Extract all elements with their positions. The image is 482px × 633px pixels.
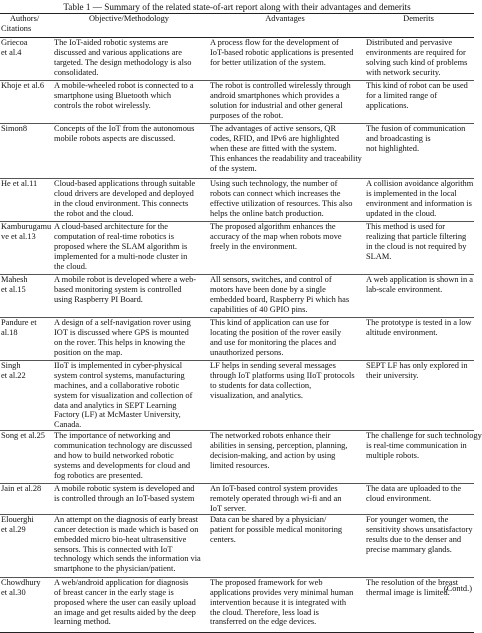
cell-line: solution for industrial and other general — [210, 100, 343, 110]
cell-line: Khoje et al.6 — [1, 81, 45, 90]
cell-demerits — [363, 38, 474, 81]
cell-line: IoT server. — [210, 504, 247, 514]
table-row — [0, 361, 474, 431]
header-authors-line: Authors/ — [9, 14, 40, 23]
cell-line: The networked robots enhance their — [210, 431, 331, 441]
cell-demerits — [363, 222, 474, 275]
table-row — [0, 275, 474, 318]
cell-demerits — [363, 81, 474, 124]
cell-line: when these are fitted with the system. — [210, 143, 337, 153]
cell-line: mobile robots aspects are discussed. — [54, 133, 176, 143]
cell-line: A process flow for the development of — [210, 38, 339, 47]
table-row — [0, 484, 474, 515]
cell-line: limited resources. — [210, 460, 270, 470]
cell-line: A mobile robot is developed where a web- — [54, 275, 197, 284]
cell-line: embedded board, Raspberry Pi which has — [210, 294, 350, 304]
cell-demerits — [363, 514, 474, 577]
cell-line: The fusion of communication — [366, 124, 466, 133]
cell-advantages — [207, 124, 363, 179]
cell-line: SLAM. — [366, 251, 392, 261]
table-row — [0, 38, 474, 81]
cell-line: al.18 — [1, 327, 18, 337]
cell-line: solving such kind of problems — [366, 57, 468, 67]
cell-line: of breast cancer in the early stage is — [54, 587, 174, 597]
cell-authors — [0, 38, 51, 81]
cell-authors — [0, 577, 51, 632]
header-objective: Objective/Methodology — [51, 14, 207, 38]
cell-advantages — [207, 484, 363, 515]
table-row — [0, 179, 474, 222]
cell-line: Simon8 — [1, 124, 28, 133]
cell-line: is implemented in the local — [366, 188, 457, 198]
cell-objective — [51, 361, 207, 431]
cell-line: freely in the environment. — [210, 241, 297, 251]
cell-line: using Raspberry PI Board. — [54, 294, 143, 304]
cell-line: intervention because it is integrated with — [210, 597, 347, 607]
cell-line: is controlled through an IoT-based system — [54, 494, 195, 504]
cell-line: position on the map. — [54, 347, 123, 357]
cell-line: transferred on the edge devices. — [210, 617, 317, 627]
cell-line: et al.4 — [1, 47, 22, 57]
cell-line: centers. — [210, 534, 236, 544]
cell-line: of the system. — [210, 163, 257, 173]
cell-line: results due to the denser and — [366, 534, 462, 544]
cell-objective — [51, 38, 207, 81]
cell-line: visualization, and analytics. — [210, 390, 304, 400]
table-row — [0, 222, 474, 275]
cell-objective — [51, 318, 207, 361]
cell-line: motors have been done by a single — [210, 284, 326, 294]
state-of-art-table — [0, 13, 482, 633]
cell-line: with network security. — [366, 67, 441, 77]
cell-line: environments are required for — [366, 47, 466, 57]
cell-line: multiple robots. — [366, 451, 420, 461]
cell-line: accuracy of the map when robots move — [210, 231, 342, 241]
cell-line: targeted. The design methodology is also — [54, 57, 192, 67]
cell-line: IOT is discussed where GPS is mounted — [54, 327, 189, 337]
cell-line: Jain et al.28 — [1, 484, 42, 494]
cell-line: decision-making, and action by using — [210, 451, 336, 461]
cell-advantages — [207, 222, 363, 275]
cell-line: The importance of networking and — [54, 431, 171, 441]
cell-line: ve et al.13 — [1, 231, 36, 241]
cell-line: et al.15 — [1, 284, 26, 294]
cell-line: A design of a self-navigation rover using — [54, 318, 191, 327]
cell-line: Factory (LF) at McMaster University, — [54, 410, 181, 420]
cell-line: in the cloud environment. This connects — [54, 198, 189, 208]
cell-line: the cloud. Therefore, less load is — [210, 607, 319, 617]
cell-line: smartphone using Bluetooth which — [54, 90, 172, 100]
cell-line: patient for possible medical monitoring — [210, 524, 343, 534]
cell-line: SEPT LF has only explored in — [366, 361, 468, 370]
cell-line: abilities in sensing, perception, planning, — [210, 441, 348, 451]
cell-line: et al.22 — [1, 370, 26, 380]
cell-authors — [0, 124, 51, 179]
cell-objective — [51, 275, 207, 318]
table-row — [0, 124, 474, 179]
cell-line: et al.30 — [1, 587, 26, 597]
cell-advantages — [207, 38, 363, 81]
cell-line: sensors. This is connected with IoT — [54, 544, 173, 554]
table-row — [0, 81, 474, 124]
cell-line: technology which sends the information via — [54, 554, 201, 564]
cell-demerits — [363, 179, 474, 222]
cell-line: effective utilization of resources. This also — [210, 198, 353, 208]
cell-line: The resolution of the breast — [366, 577, 459, 587]
cell-authors — [0, 361, 51, 431]
cell-line: A collision avoidance algorithm — [366, 179, 474, 188]
cell-line: Cloud-based applications through suitable — [54, 179, 196, 188]
cell-line: based monitoring system is controlled — [54, 284, 182, 294]
cell-line: A mobile-wheeled robot is connected to a — [54, 81, 194, 90]
cell-advantages — [207, 179, 363, 222]
cell-objective — [51, 514, 207, 577]
cell-line: Song et al.25 — [1, 431, 45, 441]
cell-line: This kind of robot can be used — [366, 81, 468, 90]
cell-line: Mahesh — [1, 275, 28, 284]
cell-line: All sensors, switches, and control of — [210, 275, 332, 284]
cell-line: precise mammary glands. — [366, 544, 452, 554]
cell-demerits — [363, 431, 482, 484]
cell-line: Pandure et — [1, 318, 37, 327]
cell-advantages — [207, 577, 363, 632]
cell-line: system control systems, manufacturing — [54, 370, 185, 380]
cell-demerits — [363, 124, 474, 179]
cell-line: purposes of the robot. — [210, 110, 284, 120]
cell-line: cloud environment. — [366, 494, 432, 504]
cell-line: This enhances the readability and traceability — [210, 153, 362, 163]
cell-line: environment and information is — [366, 198, 472, 208]
cell-line: cancer detection is made which is based on — [54, 524, 199, 534]
cell-line: The proposed algorithm enhances the — [210, 222, 336, 231]
cell-authors — [0, 431, 51, 484]
table-header-row — [0, 14, 474, 38]
cell-line: their university. — [366, 370, 419, 380]
cell-line: et al.29 — [1, 524, 26, 534]
cell-line: proposed where the SLAM algorithm is — [54, 241, 188, 251]
cell-line: The IoT-aided robotic systems are — [54, 38, 169, 47]
cell-line: communication technology are discussed — [54, 441, 192, 451]
cell-line: for better utilization of the system. — [210, 57, 326, 67]
cell-line: computation of real-time robotics is — [54, 231, 175, 241]
cell-line: consolidated. — [54, 67, 99, 77]
cell-line: Canada. — [54, 420, 82, 430]
cell-line: the robot and the cloud. — [54, 208, 134, 218]
cell-advantages — [207, 275, 363, 318]
cell-line: and broadcasting is — [366, 133, 431, 143]
cell-line: android smartphones which provides a — [210, 90, 340, 100]
cell-line: sensitivity shows unsatisfactory — [366, 524, 473, 534]
cell-line: through IoT platforms using IIoT protocols — [210, 370, 355, 380]
cell-authors — [0, 222, 51, 275]
cell-line: A web application is shown in a — [366, 275, 473, 284]
cell-line: smartphone to the physician/patient. — [54, 564, 176, 574]
cell-line: The proposed framework for web — [210, 577, 323, 587]
cell-advantages — [207, 514, 363, 577]
cell-line: A mobile robotic system is developed and — [54, 484, 195, 494]
cell-line: Singh — [1, 361, 21, 370]
cell-line: systems and developments for cloud and — [54, 460, 191, 470]
cell-line: embedded micro bio-heat ultrasensitive — [54, 534, 187, 544]
cell-objective — [51, 431, 207, 484]
cell-line: altitude environment. — [366, 327, 438, 337]
cell-line: to students for data collection, — [210, 380, 312, 390]
cell-objective — [51, 179, 207, 222]
header-authors — [0, 14, 51, 38]
cell-line: This method is used for — [366, 222, 446, 231]
cell-objective — [51, 484, 207, 515]
cell-advantages — [207, 81, 363, 124]
cell-line: IoT-based robotic applications is presented — [210, 47, 354, 57]
cell-advantages — [207, 431, 363, 484]
cell-line: robots can connect which increases the — [210, 188, 341, 198]
cell-line: The advantages of active sensors, QR — [210, 124, 337, 133]
cell-line: fog robotics are presented. — [54, 470, 143, 480]
cell-line: locating the position of the rover easily — [210, 327, 342, 337]
cell-authors — [0, 484, 51, 515]
cell-line: applications. — [366, 100, 409, 110]
cell-line: and how to build networked robotic — [54, 451, 174, 461]
cell-line: system for visualization and collection of — [54, 390, 193, 400]
cell-line: data and analytics in SEPT Learning — [54, 400, 177, 410]
cell-line: and use for monitoring the places and — [210, 337, 337, 347]
cell-advantages — [207, 361, 363, 431]
cell-line: codes, RFID, and IPv6 are highlighted — [210, 133, 340, 143]
cell-objective — [51, 81, 207, 124]
cell-line: The challenge for such technology — [366, 431, 482, 441]
cell-objective — [51, 577, 207, 632]
table-row — [0, 318, 474, 361]
cell-line: updated in the cloud. — [366, 208, 437, 218]
cell-line: IIoT is implemented in cyber-physical — [54, 361, 183, 370]
cell-line: Data can be shared by a physician/ — [210, 514, 327, 524]
cell-line: Griecoa — [1, 38, 28, 47]
cell-line: not highlighted. — [366, 143, 420, 153]
cell-line: For younger women, the — [366, 514, 449, 524]
cell-line: Chowdhury — [1, 577, 41, 587]
cell-line: thermal image is limited. — [366, 587, 450, 597]
header-demerits: Demerits — [363, 14, 474, 38]
cell-authors — [0, 81, 51, 124]
cell-line: on the rover. This helps in knowing the — [54, 337, 186, 347]
cell-line: cloud drivers are developed and deployed — [54, 188, 194, 198]
cell-line: is real-time communication in — [366, 441, 467, 451]
cell-line: unauthorized persons. — [210, 347, 284, 357]
cell-demerits — [363, 484, 474, 515]
cell-line: the cloud. — [54, 261, 88, 271]
cell-line: applications provides very minimal human — [210, 587, 354, 597]
cell-line: remotely operated through wi-fi and an — [210, 494, 342, 504]
header-advantages: Advantages — [207, 14, 363, 38]
cell-line: An IoT-based control system provides — [210, 484, 338, 494]
cell-line: for a limited range of — [366, 90, 438, 100]
cell-line: An attempt on the diagnosis of early breast — [54, 514, 198, 524]
table-caption: Table 1 — Summary of the related state-of-art report along with their advantages and demerits — [63, 2, 411, 12]
cell-line: Kamburugamu — [1, 222, 52, 231]
cell-line: capabilities of 40 GPIO pins. — [210, 304, 308, 314]
cell-line: The robot is controlled wirelessly through — [210, 81, 351, 90]
cell-line: helps the online batch production. — [210, 208, 324, 218]
cell-demerits — [363, 318, 474, 361]
cell-line: discussed and various applications are — [54, 47, 182, 57]
cell-line: an image and get results aided by the deep — [54, 607, 196, 617]
cell-line: realizing that particle filtering — [366, 231, 467, 241]
cell-line: controls the robot wirelessly. — [54, 100, 151, 110]
cell-line: Distributed and pervasive — [366, 38, 453, 47]
cell-line: proposed where the user can easily upload — [54, 597, 196, 607]
cell-demerits — [363, 361, 474, 431]
cell-authors — [0, 318, 51, 361]
cell-line: in the cloud is not required by — [366, 241, 467, 251]
cell-line: Concepts of the IoT from the autonomous — [54, 124, 195, 133]
cell-line: LF helps in sending several messages — [210, 361, 336, 370]
cell-line: He et al.11 — [1, 179, 38, 188]
cell-line: The data are uploaded to the — [366, 484, 462, 494]
cell-line: This kind of application can use for — [210, 318, 330, 327]
cell-line: machines, and a collaborative robotic — [54, 380, 180, 390]
cell-objective — [51, 124, 207, 179]
cell-line: Using such technology, the number of — [210, 179, 338, 188]
header-authors-line: Citations — [1, 23, 32, 33]
cell-line: A web/android application for diagnosis — [54, 577, 189, 587]
continued-note: (Contd.) — [443, 584, 472, 593]
table-row — [0, 431, 474, 484]
cell-authors — [0, 179, 51, 222]
table-row — [0, 514, 474, 577]
cell-objective — [51, 222, 207, 275]
cell-line: A cloud-based architecture for the — [54, 222, 168, 231]
cell-line: lab-scale environment. — [366, 284, 443, 294]
table-row — [0, 577, 474, 632]
cell-line: The prototype is tested in a low — [366, 318, 472, 327]
cell-line: Elouerghi — [1, 514, 34, 524]
cell-authors — [0, 275, 51, 318]
cell-line: learning method. — [54, 617, 111, 627]
cell-line: implemented for a multi-node cluster in — [54, 251, 188, 261]
cell-demerits — [363, 275, 474, 318]
cell-authors — [0, 514, 51, 577]
cell-advantages — [207, 318, 363, 361]
